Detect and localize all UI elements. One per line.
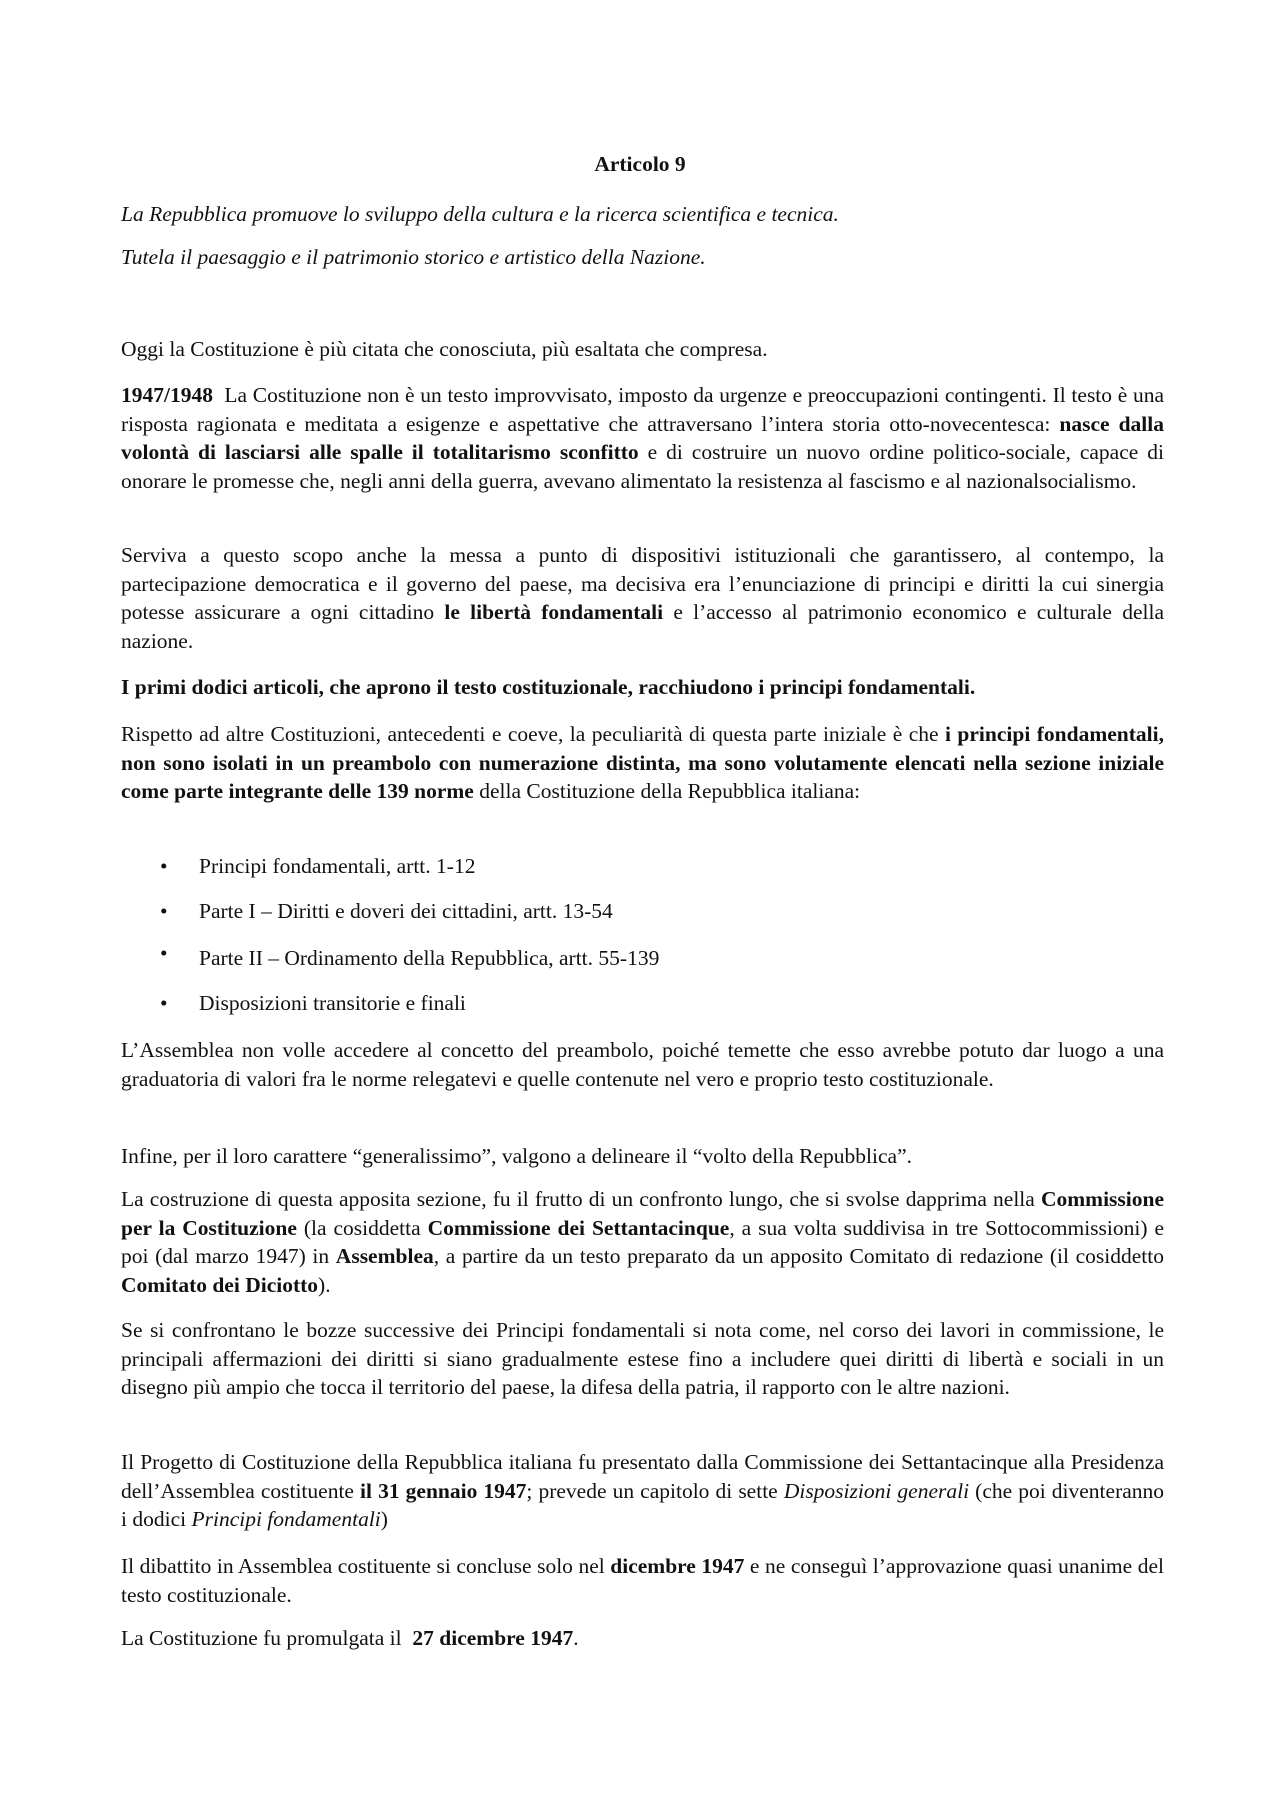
text-run: Il dibattito in Assemblea costituente si concluse solo nel (121, 1554, 611, 1578)
article-line: La Repubblica promuove lo sviluppo della cultura e la ricerca scientifica e tecnica. (121, 202, 839, 226)
paragraph (121, 1316, 1170, 1402)
paragraph (121, 720, 1170, 806)
text-run: . (573, 1626, 579, 1650)
bullet-icon: • (160, 941, 168, 965)
bold-text: le libertà fondamentali (444, 600, 664, 624)
paragraph (121, 335, 1164, 364)
bold-text: il 31 gennaio 1947 (360, 1478, 527, 1503)
text-run: Se si confrontano le bozze successive dei Principi fondamentali si nota come, nel corso dei lavori in commissione, le principali affermazioni dei diritti si siano gradualmente estese fino a includere quei diritti di libertà e sociali in un disegno più ampio che tocca il territorio del paese, la difesa della patria, il rapporto con le altre nazioni. (121, 1318, 1170, 1399)
text-run: (che poi diventeranno i dodici (121, 1478, 1170, 1531)
text-run: , a partire da un testo preparato da un apposito Comitato di redazione (il cosiddetto (433, 1244, 1170, 1268)
paragraph (121, 1036, 1170, 1093)
text-run: La costruzione di questa apposita sezione, fu il frutto di un confronto lungo, che si svolse dapprima nella (121, 1187, 1041, 1211)
text-run: Rispetto ad altre Costituzioni, antecedenti e coeve, la peculiarità di questa parte iniziale è che (121, 722, 945, 746)
bold-text: Commissione per la Costituzione (121, 1187, 1170, 1240)
bold-text: 27 dicembre 1947 (412, 1626, 574, 1650)
article-title: Articolo 9 (594, 152, 686, 176)
italic-text: Principi fondamentali (191, 1507, 381, 1531)
bullet-icon: • (160, 991, 168, 1015)
text-run: L’Assemblea non volle accedere al concetto del preambolo, poiché temette che esso avrebbe potuto dar luogo a una graduatoria di valori fra le norme relegatevi e quelle contenute nel vero e proprio testo costituzionale. (121, 1038, 1170, 1091)
text-run: ; prevede un capitolo di sette (526, 1478, 784, 1503)
paragraph (121, 1142, 1164, 1171)
text-run: Infine, per il loro carattere “generalissimo”, valgono a delineare il “volto della Repubblica”. (121, 1144, 912, 1168)
text-run: e l’accesso al patrimonio economico e culturale della nazione. (121, 600, 1170, 653)
article-line: Tutela il paesaggio e il patrimonio storico e artistico della Nazione. (121, 245, 706, 269)
text-run: Serviva a questo scopo anche la messa a punto di dispositivi istituzionali che garantissero, al contempo, la partecipazione democratica e il governo del paese, ma decisiva era l’enunciazione di principi e diritti la cui sinergia potesse assicurare a ogni cittadino (121, 543, 1170, 624)
bold-text: dicembre 1947 (610, 1554, 745, 1578)
text-run: ) (380, 1507, 388, 1531)
bold-text: Comitato dei Diciotto (121, 1272, 319, 1297)
list-item-text: Parte II – Ordinamento della Repubblica, artt. 55-139 (199, 946, 660, 970)
bullet-icon: • (160, 899, 168, 923)
text-run: (la cosiddetta (296, 1215, 428, 1240)
bold-text: Commissione dei Settantacinque (427, 1215, 730, 1240)
bold-text: Assemblea (335, 1244, 434, 1268)
text-run: Oggi la Costituzione è più citata che conosciuta, più esaltata che compresa. (121, 337, 768, 361)
list-item-text: Disposizioni transitorie e finali (199, 991, 466, 1015)
paragraph (121, 381, 1170, 495)
text-run: della Costituzione della Repubblica italiana: (473, 779, 861, 803)
paragraph (121, 1624, 1164, 1653)
bold-text: i principi fondamentali, non sono isolati in un preambolo con numerazione distinta, ma sono volutamente elencati nella sezione iniziale come parte integrante delle 139 norme (121, 722, 1170, 803)
bold-text: 1947/1948 (121, 383, 213, 407)
text-run: ). (318, 1272, 331, 1297)
paragraph (121, 541, 1170, 655)
paragraph (121, 1185, 1170, 1299)
text-run: La Costituzione fu promulgata il (121, 1626, 413, 1650)
bullet-icon: • (160, 854, 168, 878)
text-run: e ne conseguì l’approvazione quasi unanime del testo costituzionale. (121, 1554, 1170, 1607)
bold-text: I primi dodici articoli, che aprono il testo costituzionale, racchiudono i principi fondamentali. (121, 675, 976, 699)
paragraph (121, 1448, 1170, 1534)
list-item-text: Principi fondamentali, artt. 1-12 (199, 854, 476, 878)
italic-text: Disposizioni generali (783, 1478, 970, 1503)
bold-text: nasce dalla volontà di lasciarsi alle spalle il totalitarismo sconfitto (121, 411, 1170, 464)
list-item-text: Parte I – Diritti e doveri dei cittadini, artt. 13-54 (199, 899, 613, 923)
paragraph-bold (121, 673, 1164, 702)
text-run: Il Progetto di Costituzione della Repubblica italiana fu presentato dalla Commissione dei Settantacinque alla Presidenza dell’Assemblea costituente (121, 1450, 1170, 1503)
paragraph (121, 1552, 1170, 1609)
text-run: e di costruire un nuovo ordine politico-sociale, capace di onorare le promesse che, negli anni della guerra, avevano alimentato la resistenza al fascismo e al nazionalsocialismo. (121, 440, 1170, 493)
text-run: , a sua volta suddivisa in tre Sottocommissioni) e poi (dal marzo 1947) in (121, 1215, 1170, 1268)
text-run: La Costituzione non è un testo improvvisato, imposto da urgenze e preoccupazioni contingenti. Il testo è una risposta ragionata e meditata a esigenze e aspettative che attraversano l’intera storia otto-novecentesca: (121, 383, 1170, 436)
